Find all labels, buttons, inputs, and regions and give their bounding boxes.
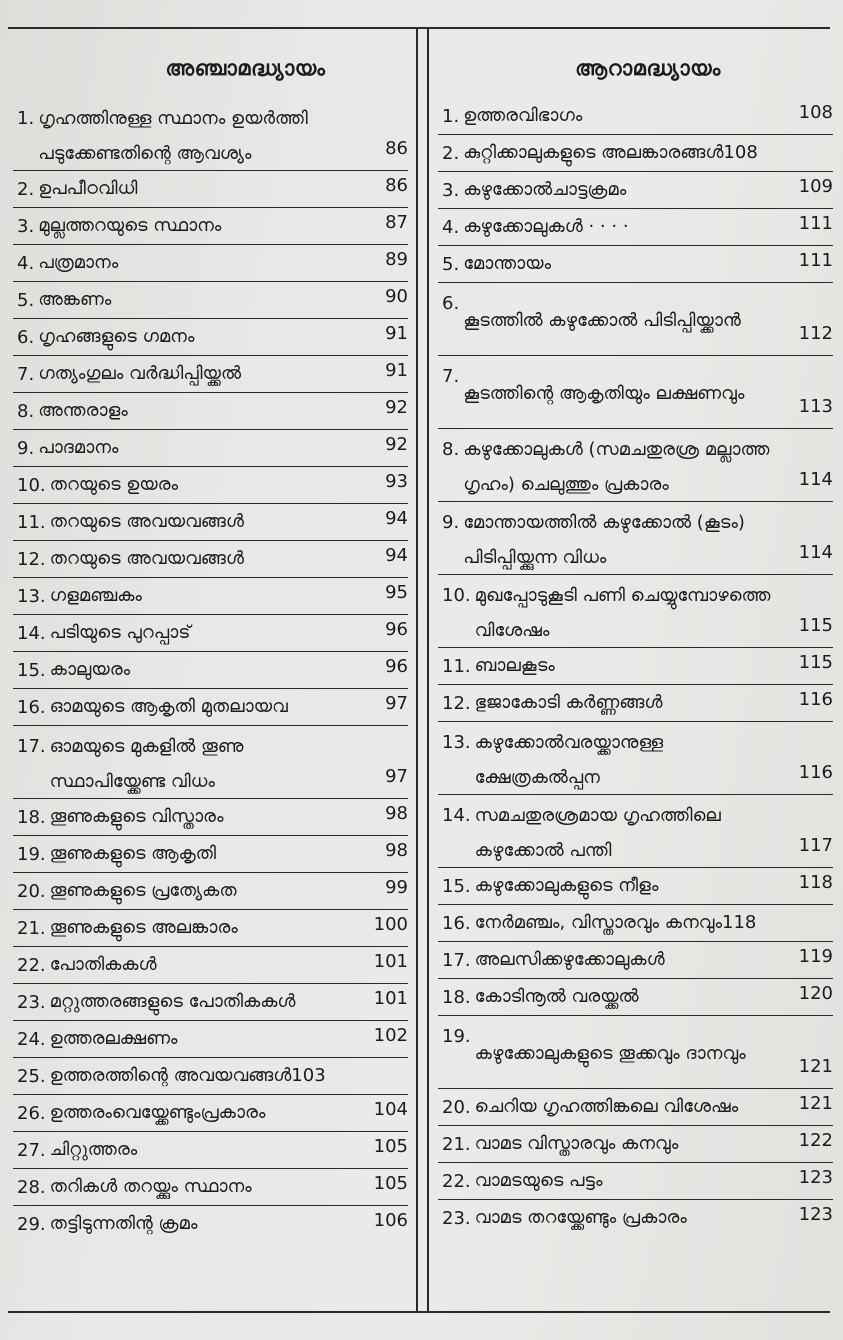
entry-number: 14. bbox=[442, 805, 471, 826]
entry-title: ചെറിയ ഗൃഹത്തിങ്കലെ വിശേഷം bbox=[474, 1096, 739, 1117]
toc-entry bbox=[13, 910, 408, 947]
entry-page: 120 bbox=[798, 983, 833, 1004]
entry-title: കഴുക്കോലുകളുടെ തൂക്കവും ദാനവും bbox=[474, 1043, 746, 1064]
toc-entry bbox=[13, 652, 408, 689]
entry-page: 109 bbox=[798, 176, 833, 197]
entry-page: 115 bbox=[798, 652, 833, 673]
entry-title: അങ്കണം bbox=[38, 289, 112, 310]
entry-number: 12. bbox=[17, 548, 46, 570]
entry-page: 86 bbox=[385, 175, 408, 196]
entry-title: തൂണുകളുടെ അലങ്കാരം bbox=[49, 917, 238, 938]
entry-page: 123 bbox=[798, 1204, 833, 1225]
toc-entry bbox=[438, 942, 833, 979]
entry-number: 13. bbox=[442, 732, 471, 753]
entry-number: 11. bbox=[17, 511, 46, 533]
entry-page: 114 bbox=[798, 542, 833, 563]
entry-number: 29. bbox=[17, 1213, 46, 1235]
toc-entry bbox=[13, 799, 408, 836]
entry-number: 15. bbox=[17, 659, 46, 681]
entry-number: 18. bbox=[442, 986, 471, 1008]
toc-entry bbox=[13, 171, 408, 208]
entry-number: 1. bbox=[442, 105, 460, 127]
entry-title: പോതികകൾ bbox=[49, 954, 157, 975]
entry-page: 94 bbox=[385, 545, 408, 566]
entry-number: 3. bbox=[442, 179, 460, 201]
entry-number: 16. bbox=[442, 912, 471, 934]
toc-entry bbox=[13, 282, 408, 319]
entry-page: 123 bbox=[798, 1167, 833, 1188]
entry-number: 2. bbox=[17, 178, 35, 200]
entry-page: 122 bbox=[798, 1130, 833, 1151]
entry-title: ബാലകൂടം bbox=[474, 655, 555, 676]
entry-number: 6. bbox=[442, 293, 460, 314]
toc-entry bbox=[438, 575, 833, 648]
toc-entry bbox=[438, 246, 833, 283]
entry-number: 7. bbox=[442, 366, 460, 387]
toc-entry bbox=[13, 393, 408, 430]
entry-number: 13. bbox=[17, 585, 46, 607]
toc-entry bbox=[13, 504, 408, 541]
entry-title: പത്രമാനം bbox=[38, 252, 119, 273]
entry-page: 102 bbox=[373, 1025, 408, 1046]
toc-entry bbox=[13, 689, 408, 726]
entry-number: 17. bbox=[442, 949, 471, 971]
entry-title: മറ്റുത്തരങ്ങളുടെ പോതികകൾ bbox=[49, 991, 296, 1012]
entry-page: 92 bbox=[385, 434, 408, 455]
entry-number: 22. bbox=[17, 954, 46, 976]
entry-title: കുറ്റിക്കാലുകളുടെ അലങ്കാരങ്ങൾ108 bbox=[463, 142, 758, 163]
entry-title: മുല്ലത്തറയുടെ സ്ഥാനം bbox=[38, 215, 222, 236]
entry-page: 101 bbox=[373, 951, 408, 972]
entry-page: 115 bbox=[798, 615, 833, 636]
entry-number: 12. bbox=[442, 692, 471, 714]
entry-page: 116 bbox=[798, 762, 833, 783]
entry-number: 24. bbox=[17, 1028, 46, 1050]
entry-number: 1. bbox=[17, 108, 35, 129]
entry-title: ഭുജാകോടി കർണ്ണങ്ങൾ bbox=[474, 692, 663, 713]
toc-entry bbox=[438, 1016, 833, 1089]
entry-title: ഉത്തരവിഭാഗം bbox=[463, 105, 583, 126]
entry-page: 93 bbox=[385, 471, 408, 492]
entry-page: 121 bbox=[798, 1093, 833, 1114]
toc-entry bbox=[13, 1095, 408, 1132]
entry-number: 9. bbox=[17, 437, 35, 459]
toc-entry bbox=[13, 98, 408, 171]
toc-entry bbox=[438, 1163, 833, 1200]
entry-title: കഴുക്കോലുകളുടെ നീളം bbox=[474, 875, 659, 896]
entry-page: 104 bbox=[373, 1099, 408, 1120]
column-divider-left bbox=[416, 28, 418, 1312]
entry-number: 8. bbox=[442, 439, 460, 460]
entry-number: 5. bbox=[442, 253, 460, 275]
chapter-6-title: ആറാമദ്ധ്യായം bbox=[575, 56, 721, 80]
toc-entry bbox=[13, 947, 408, 984]
entry-title: ഗൃഹത്തിനുള്ള സ്ഥാനം ഉയർത്തി പടുക്കേണ്ടതിന്റെ ആവശ്യം bbox=[38, 107, 308, 164]
entry-number: 16. bbox=[17, 696, 46, 718]
entry-page: 95 bbox=[385, 582, 408, 603]
entry-title: മോന്തായം bbox=[463, 253, 552, 274]
entry-page: 86 bbox=[385, 138, 408, 159]
toc-entry bbox=[13, 1206, 408, 1242]
entry-title: തറയുടെ അവയവങ്ങൾ bbox=[49, 511, 244, 532]
entry-number: 4. bbox=[17, 252, 35, 274]
entry-page: 114 bbox=[798, 469, 833, 490]
toc-entry bbox=[13, 836, 408, 873]
entry-page: 98 bbox=[385, 840, 408, 861]
column-divider-right bbox=[427, 28, 429, 1312]
entry-number: 8. bbox=[17, 400, 35, 422]
toc-entry bbox=[13, 245, 408, 282]
entry-number: 15. bbox=[442, 875, 471, 897]
entry-title: തറികൾ തറയ്ക്കും സ്ഥാനം bbox=[49, 1176, 252, 1197]
entry-page: 91 bbox=[385, 323, 408, 344]
entry-number: 5. bbox=[17, 289, 35, 311]
entry-page: 118 bbox=[798, 872, 833, 893]
entry-title: തൂണുകളുടെ പ്രത്യേകത bbox=[49, 880, 237, 901]
entry-number: 25. bbox=[17, 1065, 46, 1087]
entry-page: 87 bbox=[385, 212, 408, 233]
entry-title: വാമട തറയ്ക്കേണ്ടും പ്രകാരം bbox=[474, 1207, 687, 1228]
entry-number: 11. bbox=[442, 655, 471, 677]
entry-number: 18. bbox=[17, 806, 46, 828]
entry-title: വാമടയുടെ പട്ടം bbox=[474, 1170, 603, 1191]
entry-title: മുഖപ്പോടുകൂടി പണി ചെയ്യുമ്പോഴത്തെ വിശേഷം bbox=[474, 584, 771, 641]
chapter-5-title: അഞ്ചാമദ്ധ്യായം bbox=[165, 56, 326, 80]
toc-entry bbox=[13, 578, 408, 615]
toc-entry bbox=[438, 98, 833, 135]
entry-number: 7. bbox=[17, 363, 35, 385]
entry-title: കഴുക്കോൽവരയ്ക്കാനുള്ള ക്ഷേത്രകൽപ്പന bbox=[474, 731, 664, 788]
toc-entry bbox=[438, 502, 833, 575]
bottom-rule bbox=[8, 1311, 830, 1313]
entry-title: പാദമാനം bbox=[38, 437, 119, 458]
entry-title: ഉത്തരംവെയ്ക്കേണ്ടുംപ്രകാരം bbox=[49, 1102, 266, 1123]
toc-entry bbox=[13, 1169, 408, 1206]
toc-entry bbox=[438, 1200, 833, 1236]
entry-title: അലസിക്കഴുക്കോലുകൾ bbox=[474, 949, 665, 970]
entry-page: 99 bbox=[385, 877, 408, 898]
toc-entry bbox=[438, 209, 833, 246]
entry-number: 22. bbox=[442, 1170, 471, 1192]
toc-entry bbox=[438, 648, 833, 685]
entry-title: ഓമയുടെ ആകൃതി മുതലായവ bbox=[49, 696, 288, 717]
entry-page: 111 bbox=[798, 250, 833, 271]
entry-number: 28. bbox=[17, 1176, 46, 1198]
entry-number: 19. bbox=[442, 1026, 471, 1047]
toc-entry bbox=[13, 615, 408, 652]
entry-number: 23. bbox=[17, 991, 46, 1013]
entry-number: 19. bbox=[17, 843, 46, 865]
entry-title: ഗൃഹങ്ങളുടെ ഗമനം bbox=[38, 326, 195, 347]
entry-number: 27. bbox=[17, 1139, 46, 1161]
toc-entry bbox=[438, 685, 833, 722]
entry-number: 10. bbox=[442, 585, 471, 606]
toc-entry bbox=[13, 319, 408, 356]
entry-page: 105 bbox=[373, 1173, 408, 1194]
entry-title: നേർമഞ്ചം, വിസ്താരവും കനവും118 bbox=[474, 912, 757, 933]
entry-title: പടിയുടെ പുറപ്പാട് bbox=[49, 622, 191, 643]
entry-page: 92 bbox=[385, 397, 408, 418]
entry-page: 101 bbox=[373, 988, 408, 1009]
entry-title: മോന്തായത്തിൽ കഴുക്കോൽ (കൂടം) പിടിപ്പിയ്ക്കുന്ന വിധം bbox=[463, 511, 745, 568]
toc-entry bbox=[438, 722, 833, 795]
toc-entry bbox=[438, 868, 833, 905]
toc-entry bbox=[13, 873, 408, 910]
right-column bbox=[438, 28, 833, 1236]
entry-page: 113 bbox=[798, 396, 833, 417]
entry-page: 98 bbox=[385, 803, 408, 824]
entry-page: 116 bbox=[798, 689, 833, 710]
entry-number: 4. bbox=[442, 216, 460, 238]
entry-page: 111 bbox=[798, 213, 833, 234]
entry-number: 14. bbox=[17, 622, 46, 644]
entry-title: ഗളമഞ്ചകം bbox=[49, 585, 142, 606]
entry-title: അന്തരാളം bbox=[38, 400, 128, 421]
entry-page: 121 bbox=[798, 1056, 833, 1077]
toc-entry bbox=[438, 1126, 833, 1163]
left-column bbox=[13, 28, 408, 1242]
entry-page: 91 bbox=[385, 360, 408, 381]
entry-page: 97 bbox=[385, 766, 408, 787]
entry-title: കൂടത്തിൽ കഴുക്കോൽ പിടിപ്പിയ്ക്കാൻ bbox=[463, 310, 741, 331]
entry-number: 21. bbox=[442, 1133, 471, 1155]
entry-page: 90 bbox=[385, 286, 408, 307]
entry-title: വാമട വിസ്താരവും കനവും bbox=[474, 1133, 679, 1154]
entry-number: 2. bbox=[442, 142, 460, 164]
toc-entry bbox=[438, 1089, 833, 1126]
entry-number: 17. bbox=[17, 736, 46, 757]
entry-title: ഓമയുടെ മുകളിൽ തൂണു സ്ഥാപിയ്ക്കേണ്ട വിധം bbox=[49, 735, 244, 792]
toc-entry bbox=[13, 208, 408, 245]
entry-title: തൂണുകളുടെ വിസ്താരം bbox=[49, 806, 224, 827]
entry-title: തറയുടെ ഉയരം bbox=[49, 474, 179, 495]
entry-title: ചിറ്റുത്തരം bbox=[49, 1139, 138, 1160]
entry-title: കൂടത്തിന്റെ ആകൃതിയും ലക്ഷണവും bbox=[463, 383, 745, 404]
entry-title: തട്ടിടുന്നതിന്റ ക്രമം bbox=[49, 1213, 198, 1234]
entry-title: ഉത്തരത്തിന്റെ അവയവങ്ങൾ103 bbox=[49, 1065, 326, 1086]
entry-title: കോടിനൂൽ വരയ്ക്കൽ bbox=[474, 986, 639, 1007]
entry-page: 119 bbox=[798, 946, 833, 967]
entry-title: സമചതുരശ്രമായ ഗൃഹത്തിലെ കഴുക്കോൽ പന്തി bbox=[474, 804, 721, 861]
entry-number: 3. bbox=[17, 215, 35, 237]
toc-entry bbox=[13, 467, 408, 504]
entry-title: കഴുക്കോലുകൾ (സമചതുരശ്ര മല്ലാത്ത ഗൃഹം) ചെലുത്തും പ്രകാരം bbox=[463, 438, 770, 495]
entry-number: 10. bbox=[17, 474, 46, 496]
entry-number: 6. bbox=[17, 326, 35, 348]
entry-title: ഉപപീഠവിധി bbox=[38, 178, 138, 199]
entry-number: 9. bbox=[442, 512, 460, 533]
toc-entry bbox=[13, 541, 408, 578]
entry-page: 96 bbox=[385, 656, 408, 677]
entry-number: 26. bbox=[17, 1102, 46, 1124]
entry-page: 117 bbox=[798, 835, 833, 856]
entry-page: 89 bbox=[385, 249, 408, 270]
entry-page: 108 bbox=[798, 102, 833, 123]
toc-entry bbox=[13, 1058, 408, 1095]
toc-entry bbox=[438, 172, 833, 209]
entry-page: 97 bbox=[385, 693, 408, 714]
toc-entry bbox=[438, 905, 833, 942]
entry-page: 94 bbox=[385, 508, 408, 529]
toc-entry bbox=[13, 1021, 408, 1058]
entry-title: കഴുക്കോലുകൾ · · · · bbox=[463, 216, 629, 237]
entry-title: തൂണുകളുടെ ആകൃതി bbox=[49, 843, 217, 864]
toc-entry bbox=[13, 726, 408, 799]
toc-entry bbox=[13, 356, 408, 393]
entry-page: 96 bbox=[385, 619, 408, 640]
toc-entry bbox=[13, 1132, 408, 1169]
toc-entry bbox=[438, 979, 833, 1016]
entry-title: കാലുയരം bbox=[49, 659, 131, 680]
entry-page: 106 bbox=[373, 1210, 408, 1231]
entry-page: 105 bbox=[373, 1136, 408, 1157]
toc-entry bbox=[13, 984, 408, 1021]
entry-page: 112 bbox=[798, 323, 833, 344]
entry-title: കഴുക്കോൽചാട്ടക്രമം bbox=[463, 179, 627, 200]
entry-number: 20. bbox=[442, 1096, 471, 1118]
entry-title: ഗത്യംഗുലം വർദ്ധിപ്പിയ്ക്കൽ bbox=[38, 363, 241, 384]
toc-entry bbox=[13, 430, 408, 467]
entry-title: ഉത്തരലക്ഷണം bbox=[49, 1028, 178, 1049]
entry-number: 20. bbox=[17, 880, 46, 902]
toc-entry bbox=[438, 795, 833, 868]
toc-entry bbox=[438, 429, 833, 502]
toc-entry bbox=[438, 356, 833, 429]
entry-title: തറയുടെ അവയവങ്ങൾ bbox=[49, 548, 244, 569]
entry-page: 100 bbox=[373, 914, 408, 935]
entry-number: 23. bbox=[442, 1207, 471, 1229]
entry-number: 21. bbox=[17, 917, 46, 939]
toc-entry bbox=[438, 283, 833, 356]
toc-entry bbox=[438, 135, 833, 172]
